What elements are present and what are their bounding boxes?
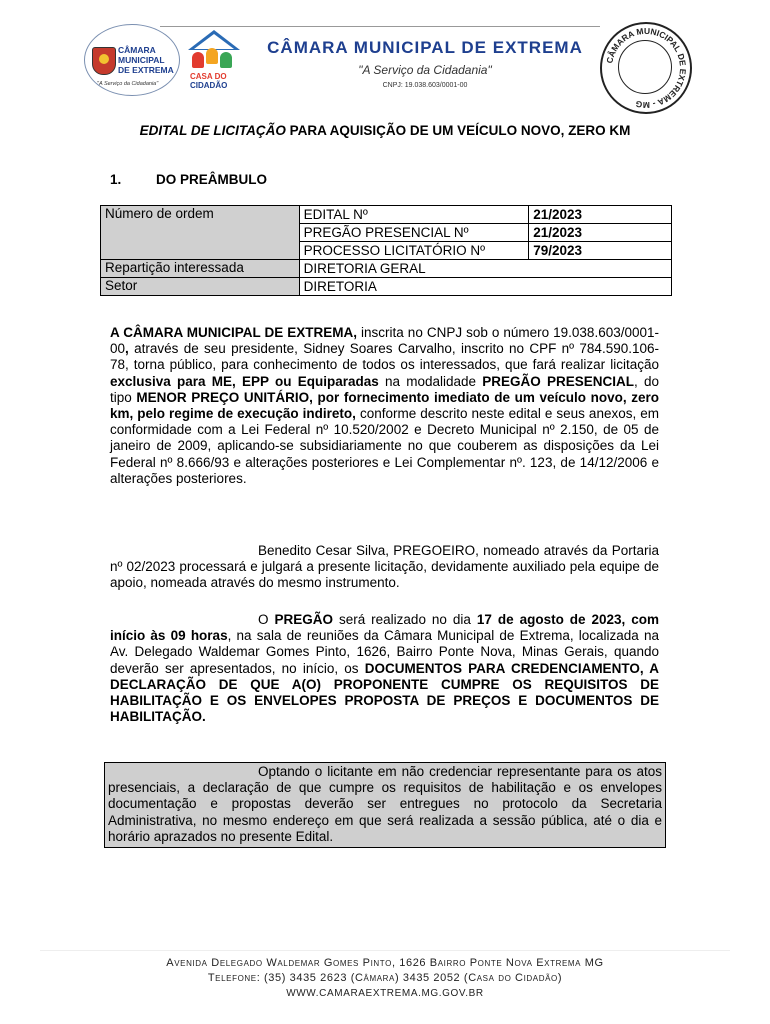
header-rule (160, 26, 600, 27)
p3-a: O (258, 612, 275, 627)
notice-box (104, 762, 666, 848)
setor-value: DIRETORIA (299, 278, 671, 296)
reparticao-value: DIRETORIA GERAL (299, 260, 671, 278)
header-title: CÂMARA MUNICIPAL DE EXTREMA (267, 38, 583, 57)
p3-d: 17 de agosto de 2023, com início às 09 horas (110, 612, 659, 644)
camara-logo (84, 24, 180, 96)
preamble-table (100, 205, 672, 296)
p1-g: PREGÃO PRESENCIAL (482, 373, 634, 389)
section-heading (110, 172, 267, 187)
person-icon (220, 52, 232, 68)
casa-logo-line-2: CIDADÃO (190, 81, 228, 90)
p3-b: PREGÃO (274, 612, 333, 627)
p3-c: será realizado no dia (332, 612, 477, 627)
pregao-value: 21/2023 (529, 224, 672, 242)
casa-logo-line-1: CASA DO (190, 72, 227, 81)
intro-paragraph (110, 325, 659, 487)
title-rest: PARA AQUISIÇÃO DE UM VEÍCULO NOVO, ZERO KM (285, 123, 631, 138)
p1-e: exclusiva para ME, EPP ou Equiparadas (110, 373, 379, 389)
casa-do-cidadao-logo (186, 28, 242, 98)
session-paragraph (110, 612, 659, 725)
pregoeiro-paragraph (110, 543, 659, 592)
coat-of-arms-icon (92, 47, 116, 75)
pregao-label: PREGÃO PRESENCIAL Nº (299, 224, 529, 242)
document-title (110, 122, 660, 139)
edital-value: 21/2023 (529, 206, 672, 224)
p3-f: DOCUMENTOS PARA CREDENCIAMENTO, A DECLARAÇÃO DE QUE A(O) PROPONENTE CUMPRE OS REQUISITOS DE HABILITAÇÃO E OS ENVELOPES PROPOSTA DE PREÇOS E DOCUMENTOS DE HABILITAÇÃO. (110, 660, 659, 725)
letterhead (0, 0, 770, 112)
person-icon (192, 52, 204, 68)
header-motto: "A Serviço da Cidadania" (358, 63, 492, 77)
seal-text: CÂMARA MUNICIPAL DE EXTREMA - MG (604, 25, 689, 111)
processo-label: PROCESSO LICITATÓRIO Nº (299, 242, 529, 260)
p1-j: conforme descrito neste edital e seus anexos, em conformidade com a Lei Federal nº 10.520/2002 e Decreto Municipal nº 2.150, de 05 de janeiro de 2009, aplicando-se subsidiariamente no que couberem as disposições da Lei Federal nº 8.666/93 e alterações posteriores e Lei Complementar nº. 123, de 14/12/2006 e alterações posteriores. (110, 406, 659, 486)
setor-label: Setor (101, 278, 300, 296)
p1-f: na modalidade (378, 373, 483, 389)
table-row (101, 206, 672, 224)
table-row (101, 260, 672, 278)
logo-line-3: DE EXTREMA (118, 65, 174, 75)
p1-i: MENOR PREÇO UNITÁRIO, por fornecimento imediato de um veículo novo, zero km, pelo regime de execução indireto, (110, 389, 659, 422)
table-row (101, 278, 672, 296)
official-seal (600, 22, 692, 114)
header-cnpj: CNPJ: 19.038.603/0001-00 (382, 82, 468, 89)
seal-text-ring (602, 24, 690, 112)
title-italic: EDITAL DE LICITAÇÃO (139, 123, 286, 138)
logo-motto: "A Serviço da Cidadania" (97, 81, 159, 87)
p1-h: , do tipo (110, 373, 659, 405)
p3-e: , na sala de reuniões da Câmara Municipal de Extrema, localizada na Av. Delegado Waldemar Gomes Pinto, 1626, Bairro Ponte Nova, Minas Gerais, quando deverão ser apresentados, no início, os (110, 628, 659, 676)
footer-phone: Telefone: (35) 3435 2623 (Câmara) 3435 2052 (Casa do Cidadão) (207, 972, 563, 984)
svg-text:CÂMARA MUNICIPAL DE EXTREMA - (604, 26, 688, 110)
footer-rule (40, 950, 730, 951)
footer-website: WWW.CAMARAEXTREMA.MG.GOV.BR (286, 988, 484, 999)
edital-label: EDITAL Nº (299, 206, 529, 224)
footer-address: Avenida Delegado Waldemar Gomes Pinto, 1626 Bairro Ponte Nova Extrema MG (166, 957, 604, 969)
numero-ordem-label: Número de ordem (101, 206, 300, 260)
logo-line-2: MUNICIPAL (118, 55, 165, 65)
p2-text: Benedito Cesar Silva, PREGOEIRO, nomeado através da Portaria nº 02/2023 processará e julgará a presente licitação, devidamente auxiliado pela equipe de apoio, nomeada através do mesmo instrumento. (110, 543, 659, 591)
p1-a: A CÂMARA MUNICIPAL DE EXTREMA, (110, 325, 358, 340)
p1-c: , (125, 341, 129, 357)
notice-text: Optando o licitante em não credenciar representante para os atos presenciais, a declaração de que cumpre os requisitos de habilitação e os envelopes documentação e propostas deverão ser entregues no protocolo da Secretaria Administrativa, no mesmo endereço em que será realizada a sessão pública, até o dia e horário aprazados no presente Edital. (108, 764, 662, 844)
processo-value: 79/2023 (529, 242, 672, 260)
logo-line-1: CÂMARA (118, 45, 156, 55)
person-icon (206, 48, 218, 64)
section-title: DO PREÂMBULO (156, 172, 267, 187)
p1-b: inscrita no CNPJ sob o número 19.038.603/0001-00 (110, 325, 659, 357)
p1-d: através de seu presidente, Sidney Soares Carvalho, inscrito no CPF nº 784.590.106-78, torna público, para conhecimento de todos os interessados, que fará realizar licitação (110, 341, 659, 373)
reparticao-label: Repartição interessada (101, 260, 300, 278)
house-roof-icon (188, 30, 240, 50)
section-number: 1. (110, 172, 122, 187)
